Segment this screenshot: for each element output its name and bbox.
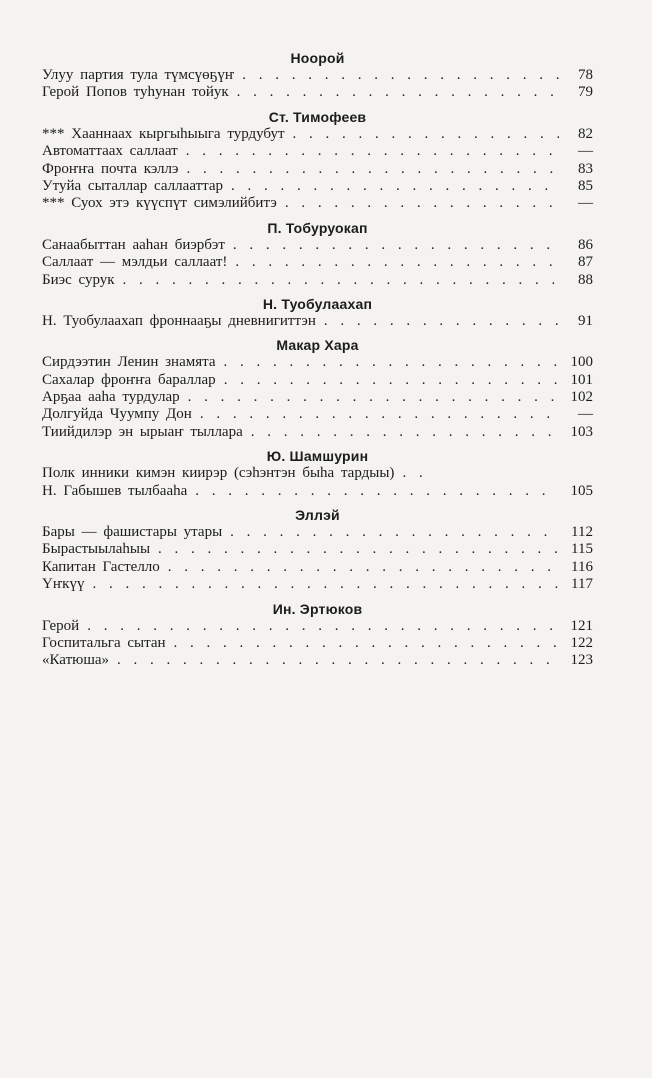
section-author-heading: П. Тобуруокап <box>267 219 368 236</box>
toc-entry <box>42 465 593 482</box>
dot-leader <box>222 524 559 541</box>
toc-entry <box>42 313 593 330</box>
section-author-heading: Ю. Шамшурин <box>266 448 369 465</box>
dot-leader <box>115 272 559 289</box>
toc-entry <box>42 178 593 195</box>
dot-leader <box>229 84 559 101</box>
entry-title: Үҥкүү <box>42 576 85 593</box>
toc-section <box>42 49 593 102</box>
toc-section <box>42 108 593 213</box>
entry-title: Саллаат — мэлдьи саллаат! <box>42 254 228 271</box>
entry-page-number: 78 <box>578 67 593 83</box>
toc-entry <box>42 483 593 500</box>
toc-entry <box>42 143 593 160</box>
dot-leader <box>234 67 559 84</box>
dot-leader <box>225 237 559 254</box>
dot-leader <box>216 372 559 389</box>
toc-entry <box>42 237 593 254</box>
dot-leader <box>277 195 559 212</box>
entry-page-number: 115 <box>571 541 593 558</box>
entry-page-number: 91 <box>578 312 593 329</box>
toc-entry <box>42 67 593 84</box>
toc-entry <box>42 254 593 271</box>
entry-page-number: 123 <box>570 652 593 669</box>
entry-page-number: 85 <box>578 177 593 194</box>
dot-leader <box>180 389 559 406</box>
toc-entry <box>42 576 593 593</box>
dot-leader <box>227 254 559 271</box>
dot-leader <box>150 541 559 558</box>
entry-title: Сахалар фроҥҥа бараллар <box>42 371 216 388</box>
entry-title: Утуйа сыталлар саллааттар <box>42 177 224 194</box>
toc-section <box>42 295 593 330</box>
toc-section <box>42 219 593 289</box>
entry-title: *** Хааннаах кыргыһыыга турдубут <box>42 125 285 142</box>
toc-section <box>42 447 593 500</box>
entry-title: Санаабыттан ааһан биэрбэт <box>42 236 225 253</box>
entry-page-number: 103 <box>570 423 593 440</box>
dot-leader <box>84 576 559 593</box>
entry-page-number: 102 <box>570 389 593 406</box>
entry-page-number: 112 <box>571 524 593 541</box>
entry-page-number: 86 <box>578 236 593 253</box>
toc-entry <box>42 652 593 669</box>
toc-entry <box>42 372 593 389</box>
entry-page-number: 122 <box>570 634 593 651</box>
section-author-heading: Ин. Эртюков <box>272 600 363 617</box>
dot-leader <box>316 313 559 330</box>
dot-leader <box>216 354 559 371</box>
entry-page-number: 82 <box>578 125 593 142</box>
entry-title: Улуу партия тула түмсүөҕүҥ <box>42 67 235 83</box>
entry-title: Капитан Гастелло <box>42 558 160 575</box>
toc-entry <box>42 161 593 178</box>
entry-title: Н. Туобулаахап фроннааҕы дневнигиттэн <box>42 312 316 329</box>
toc-entry <box>42 406 593 423</box>
dot-leader <box>243 424 559 441</box>
dot-leader <box>192 406 559 423</box>
entry-page-number: — <box>578 406 593 423</box>
entry-title: Бары — фашистары утары <box>42 524 223 541</box>
entry-title: «Катюша» <box>42 652 110 669</box>
entry-page-number: 83 <box>578 160 593 177</box>
entry-page-number: 101 <box>570 371 593 388</box>
entry-title: Сирдээтин Ленин знамята <box>42 354 216 371</box>
dot-leader <box>187 483 559 500</box>
entry-title: Тиийдилэр эн ырыаҥ тыллара <box>42 423 243 440</box>
toc-entry <box>42 635 593 652</box>
toc-entry <box>42 272 593 289</box>
dot-leader <box>178 143 559 160</box>
table-of-contents <box>42 49 593 670</box>
entry-page-number: 88 <box>578 271 593 288</box>
entry-page-number: 100 <box>570 354 593 371</box>
toc-entry <box>42 84 593 101</box>
entry-title: Н. Габышев тылбааһа <box>42 482 188 499</box>
section-author-heading: Эллэй <box>295 507 340 524</box>
dot-leader <box>178 161 559 178</box>
entry-title: Бырастыылаһыы <box>42 541 151 558</box>
toc-entry <box>42 524 593 541</box>
entry-page-number: 87 <box>578 254 593 271</box>
toc-entry <box>42 389 593 406</box>
section-author-heading: Макар Хара <box>276 337 359 354</box>
toc-section <box>42 336 593 441</box>
toc-section <box>42 600 593 670</box>
toc-entry <box>42 354 593 371</box>
toc-entry <box>42 195 593 212</box>
entry-page-number: 117 <box>571 576 593 593</box>
dot-leader <box>160 559 559 576</box>
dot-leader <box>166 635 559 652</box>
entry-title: Автоматтаах саллаат <box>42 143 178 160</box>
section-author-heading: Ст. Тимофеев <box>268 108 367 125</box>
dot-leader <box>79 618 559 635</box>
entry-title: Фроҥҥа почта кэллэ <box>42 160 179 177</box>
entry-title: Герой Попов туһунан тойук <box>42 84 229 101</box>
entry-title: Арҕаа ааһа турдулар <box>42 389 180 406</box>
entry-page-number: 121 <box>570 617 593 634</box>
entry-page-number: — <box>578 143 593 160</box>
dot-leader <box>109 652 559 669</box>
entry-page-number: 116 <box>571 558 593 575</box>
entry-page-number: 79 <box>578 84 593 101</box>
entry-title: Биэс сурук <box>42 271 115 288</box>
toc-entry <box>42 559 593 576</box>
entry-page-number: — <box>578 195 593 212</box>
entry-title: Полк инники кимэн киирэр (сэһэнтэн быһа тардыы) <box>42 465 395 482</box>
section-author-heading: Н. Туобулаахап <box>262 295 373 312</box>
entry-title: Госпитальга сытан <box>42 634 166 651</box>
entry-title: Герой <box>42 617 80 634</box>
toc-entry <box>42 424 593 441</box>
entry-title: Долгуйда Чуумпу Дон <box>42 406 192 423</box>
dot-leader <box>285 126 559 143</box>
entry-page-number: 105 <box>570 482 593 499</box>
dot-leader <box>394 465 559 482</box>
section-author-heading: Ноорой <box>290 50 345 66</box>
entry-title: *** Суох этэ күүспүт симэлийбитэ <box>42 195 277 212</box>
toc-entry <box>42 126 593 143</box>
dot-leader <box>223 178 559 195</box>
toc-entry <box>42 541 593 558</box>
toc-section <box>42 506 593 594</box>
toc-entry <box>42 618 593 635</box>
